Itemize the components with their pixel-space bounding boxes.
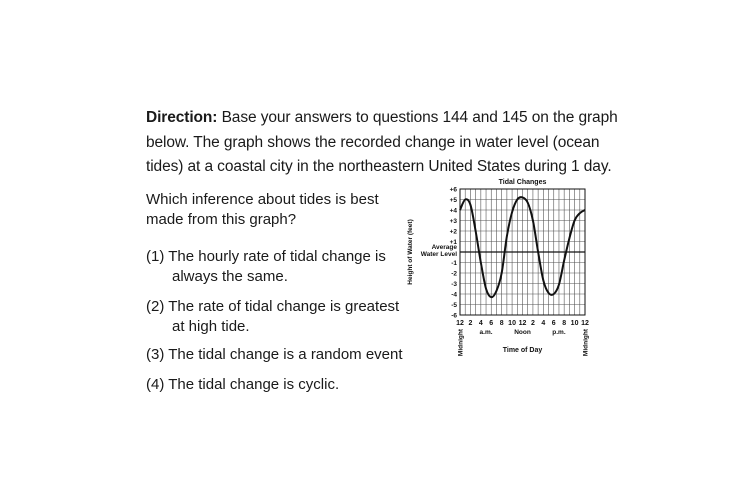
y-tick-label: +2 xyxy=(449,228,457,236)
y-tick-label: -4 xyxy=(451,291,457,299)
midnight-label: Midnight xyxy=(457,329,465,357)
x-tick-label: 10 xyxy=(508,320,516,327)
x-tick-label: 2 xyxy=(468,320,473,327)
x-tick-label: 12 xyxy=(456,320,464,327)
x-tick-label: 2 xyxy=(530,320,535,327)
choice-2-line2: at high tide. xyxy=(172,318,250,335)
direction-body: Base your answers to questions 144 and 145 on the graph below. The graph shows the recorded change in water level (ocean tides) at a coastal city in the northeastern United States during 1 day. xyxy=(146,109,618,175)
y-tick-label: -1 xyxy=(451,260,457,267)
choice-2-line1: (2) The rate of tidal change is greatest xyxy=(146,298,400,315)
y-axis-title: Height of Water (feet) xyxy=(407,219,414,285)
y-tick-label: +1 xyxy=(449,239,457,246)
y-tick-label: +4 xyxy=(449,207,457,215)
choice-2[interactable] xyxy=(146,297,406,337)
question-text: Which inference about tides is best made from this graph? xyxy=(146,191,379,228)
x-sublabel-am: a.m. xyxy=(479,329,493,336)
y-tick-label: +3 xyxy=(449,218,457,225)
y-tick-label: -2 xyxy=(451,270,457,278)
x-tick-label: 12 xyxy=(518,320,527,327)
x-tick-label: 6 xyxy=(551,320,556,327)
y-tick-label: -5 xyxy=(451,302,457,309)
choice-1-line1: (1) The hourly rate of tidal change is xyxy=(146,248,386,265)
x-tick-label: 12 xyxy=(581,320,589,327)
choice-1[interactable] xyxy=(146,247,406,287)
x-tick-label: 6 xyxy=(489,320,494,327)
x-sublabel-noon: Noon xyxy=(514,329,531,336)
x-sublabel-pm: p.m. xyxy=(552,329,566,336)
direction-label: Direction: xyxy=(146,109,218,126)
x-tick-label: 8 xyxy=(499,320,504,327)
choice-3[interactable] xyxy=(146,345,406,365)
average-water-level-label: Water Level xyxy=(420,251,457,258)
direction-text xyxy=(146,106,626,180)
y-tick-label: +6 xyxy=(449,186,457,194)
average-water-level-label: Average xyxy=(431,244,457,251)
x-tick-label: 10 xyxy=(570,320,579,327)
tidal-chart xyxy=(395,170,605,370)
y-tick-label: +5 xyxy=(449,197,457,204)
x-tick-label: 4 xyxy=(478,320,483,327)
y-tick-label: -3 xyxy=(451,281,457,288)
choice-3-line1: (3) The tidal change is a random event xyxy=(146,346,403,363)
y-tick-label: -6 xyxy=(451,312,457,320)
choice-4-line1: (4) The tidal change is cyclic. xyxy=(146,376,340,393)
choice-1-line2: always the same. xyxy=(172,268,288,285)
choice-4[interactable] xyxy=(146,375,406,395)
x-tick-label: 8 xyxy=(562,320,567,327)
x-tick-label: 4 xyxy=(541,320,546,327)
x-axis-title: Time of Day xyxy=(502,347,543,354)
chart-title: Tidal Changes xyxy=(498,179,547,186)
midnight-label: Midnight xyxy=(582,329,590,357)
